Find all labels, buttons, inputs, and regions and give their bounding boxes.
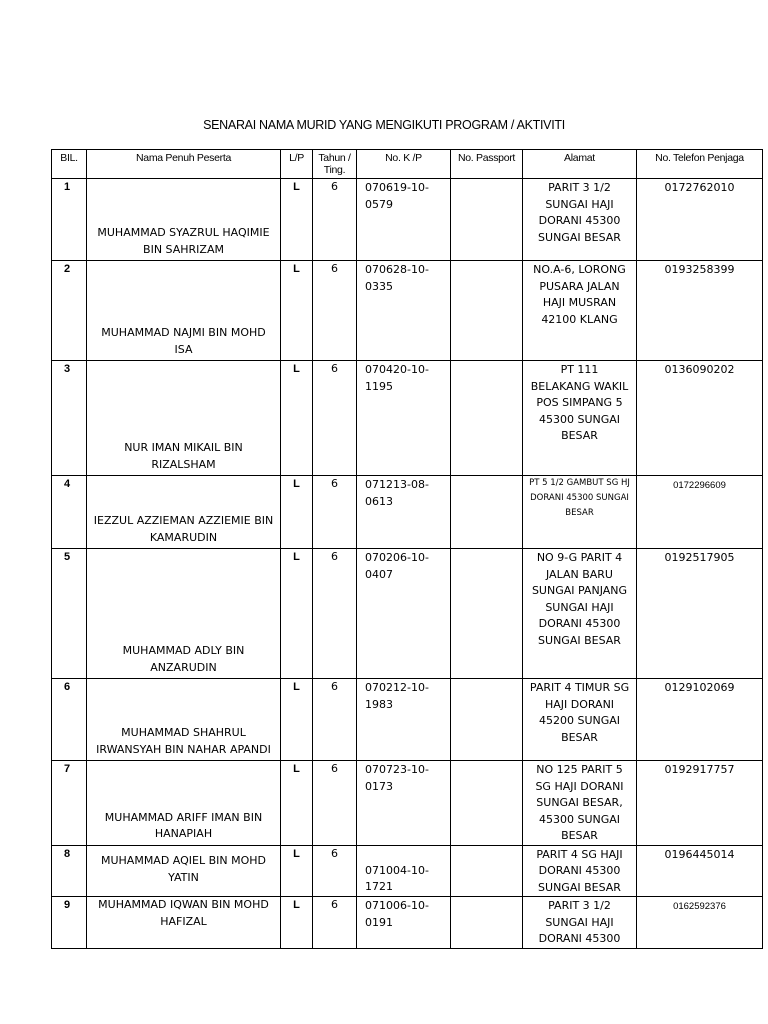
cell-telefon: 0172296609 (637, 476, 763, 549)
cell-passport (451, 897, 523, 949)
cell-tahun: 6 (313, 361, 357, 476)
cell-telefon: 0129102069 (637, 679, 763, 761)
cell-lp: L (281, 761, 313, 846)
cell-lp: L (281, 476, 313, 549)
cell-passport (451, 845, 523, 897)
cell-bil: 5 (52, 549, 87, 679)
cell-passport (451, 361, 523, 476)
header-row (52, 150, 763, 179)
cell-telefon: 0162592376 (637, 897, 763, 949)
cell-bil: 1 (52, 179, 87, 261)
table-row (52, 476, 763, 549)
cell-passport (451, 476, 523, 549)
cell-lp: L (281, 679, 313, 761)
cell-nama: NUR IMAN MIKAIL BIN RIZALSHAM (87, 361, 281, 476)
cell-nama: MUHAMMAD AQIEL BIN MOHD YATIN (87, 845, 281, 897)
cell-bil: 8 (52, 845, 87, 897)
cell-kp: 070212-10-1983 (357, 679, 451, 761)
cell-alamat: NO 125 PARIT 5 SG HAJI DORANI SUNGAI BESAR, 45300 SUNGAI BESAR (523, 761, 637, 846)
table-row (52, 897, 763, 949)
cell-passport (451, 549, 523, 679)
cell-telefon: 0136090202 (637, 361, 763, 476)
cell-nama: MUHAMMAD ADLY BIN ANZARUDIN (87, 549, 281, 679)
cell-nama: MUHAMMAD SHAHRUL IRWANSYAH BIN NAHAR APANDI (87, 679, 281, 761)
cell-kp: 071213-08-0613 (357, 476, 451, 549)
table-row (52, 179, 763, 261)
cell-lp: L (281, 549, 313, 679)
cell-passport (451, 679, 523, 761)
cell-tahun: 6 (313, 897, 357, 949)
cell-nama: MUHAMMAD ARIFF IMAN BIN HANAPIAH (87, 761, 281, 846)
cell-bil: 7 (52, 761, 87, 846)
cell-lp: L (281, 261, 313, 361)
cell-tahun: 6 (313, 549, 357, 679)
table-row (52, 361, 763, 476)
cell-nama: MUHAMMAD IQWAN BIN MOHD HAFIZAL (87, 897, 281, 949)
cell-telefon: 0192917757 (637, 761, 763, 846)
header-alamat: Alamat (523, 150, 637, 179)
cell-bil: 2 (52, 261, 87, 361)
document-title: SENARAI NAMA MURID YANG MENGIKUTI PROGRAM / AKTIVITI (203, 118, 565, 132)
cell-tahun: 6 (313, 261, 357, 361)
cell-tahun: 6 (313, 761, 357, 846)
cell-alamat: NO 9-G PARIT 4 JALAN BARU SUNGAI PANJANG SUNGAI HAJI DORANI 45300 SUNGAI BESAR (523, 549, 637, 679)
cell-alamat: PARIT 4 TIMUR SG HAJI DORANI 45200 SUNGAI BESAR (523, 679, 637, 761)
cell-kp: 070619-10-0579 (357, 179, 451, 261)
table-row (52, 261, 763, 361)
header-bil: BIL. (52, 150, 87, 179)
cell-nama: MUHAMMAD NAJMI BIN MOHD ISA (87, 261, 281, 361)
cell-alamat: PT 5 1/2 GAMBUT SG HJ DORANI 45300 SUNGAI BESAR (523, 476, 637, 549)
table-row (52, 761, 763, 846)
cell-nama: MUHAMMAD SYAZRUL HAQIMIE BIN SAHRIZAM (87, 179, 281, 261)
cell-bil: 6 (52, 679, 87, 761)
header-lp: L/P (281, 150, 313, 179)
cell-lp: L (281, 897, 313, 949)
cell-tahun: 6 (313, 179, 357, 261)
cell-tahun: 6 (313, 845, 357, 897)
header-tahun: Tahun / Ting. (313, 150, 357, 179)
cell-telefon: 0196445014 (637, 845, 763, 897)
cell-alamat: PARIT 3 1/2 SUNGAI HAJI DORANI 45300 SUNGAI BESAR (523, 179, 637, 261)
cell-tahun: 6 (313, 476, 357, 549)
cell-kp: 070723-10-0173 (357, 761, 451, 846)
header-telefon: No. Telefon Penjaga (637, 150, 763, 179)
cell-tahun: 6 (313, 679, 357, 761)
cell-kp: 071004-10-1721 (357, 845, 451, 897)
cell-alamat: PARIT 4 SG HAJI DORANI 45300 SUNGAI BESAR (523, 845, 637, 897)
cell-kp: 071006-10-0191 (357, 897, 451, 949)
cell-lp: L (281, 845, 313, 897)
cell-passport (451, 179, 523, 261)
header-passport: No. Passport (451, 150, 523, 179)
cell-kp: 070420-10-1195 (357, 361, 451, 476)
cell-lp: L (281, 361, 313, 476)
header-kp: No. K /P (357, 150, 451, 179)
table-row (52, 549, 763, 679)
cell-telefon: 0172762010 (637, 179, 763, 261)
table-row (52, 845, 763, 897)
cell-bil: 3 (52, 361, 87, 476)
cell-telefon: 0193258399 (637, 261, 763, 361)
table-row (52, 679, 763, 761)
cell-kp: 070206-10-0407 (357, 549, 451, 679)
cell-alamat: NO.A-6, LORONG PUSARA JALAN HAJI MUSRAN 42100 KLANG (523, 261, 637, 361)
participant-table (51, 149, 763, 949)
cell-kp: 070628-10-0335 (357, 261, 451, 361)
cell-alamat: PARIT 3 1/2 SUNGAI HAJI DORANI 45300 (523, 897, 637, 949)
cell-passport (451, 761, 523, 846)
cell-passport (451, 261, 523, 361)
cell-lp: L (281, 179, 313, 261)
cell-alamat: PT 111 BELAKANG WAKIL POS SIMPANG 5 45300 SUNGAI BESAR (523, 361, 637, 476)
cell-bil: 9 (52, 897, 87, 949)
cell-telefon: 0192517905 (637, 549, 763, 679)
cell-nama: IEZZUL AZZIEMAN AZZIEMIE BIN KAMARUDIN (87, 476, 281, 549)
header-nama: Nama Penuh Peserta (87, 150, 281, 179)
cell-bil: 4 (52, 476, 87, 549)
